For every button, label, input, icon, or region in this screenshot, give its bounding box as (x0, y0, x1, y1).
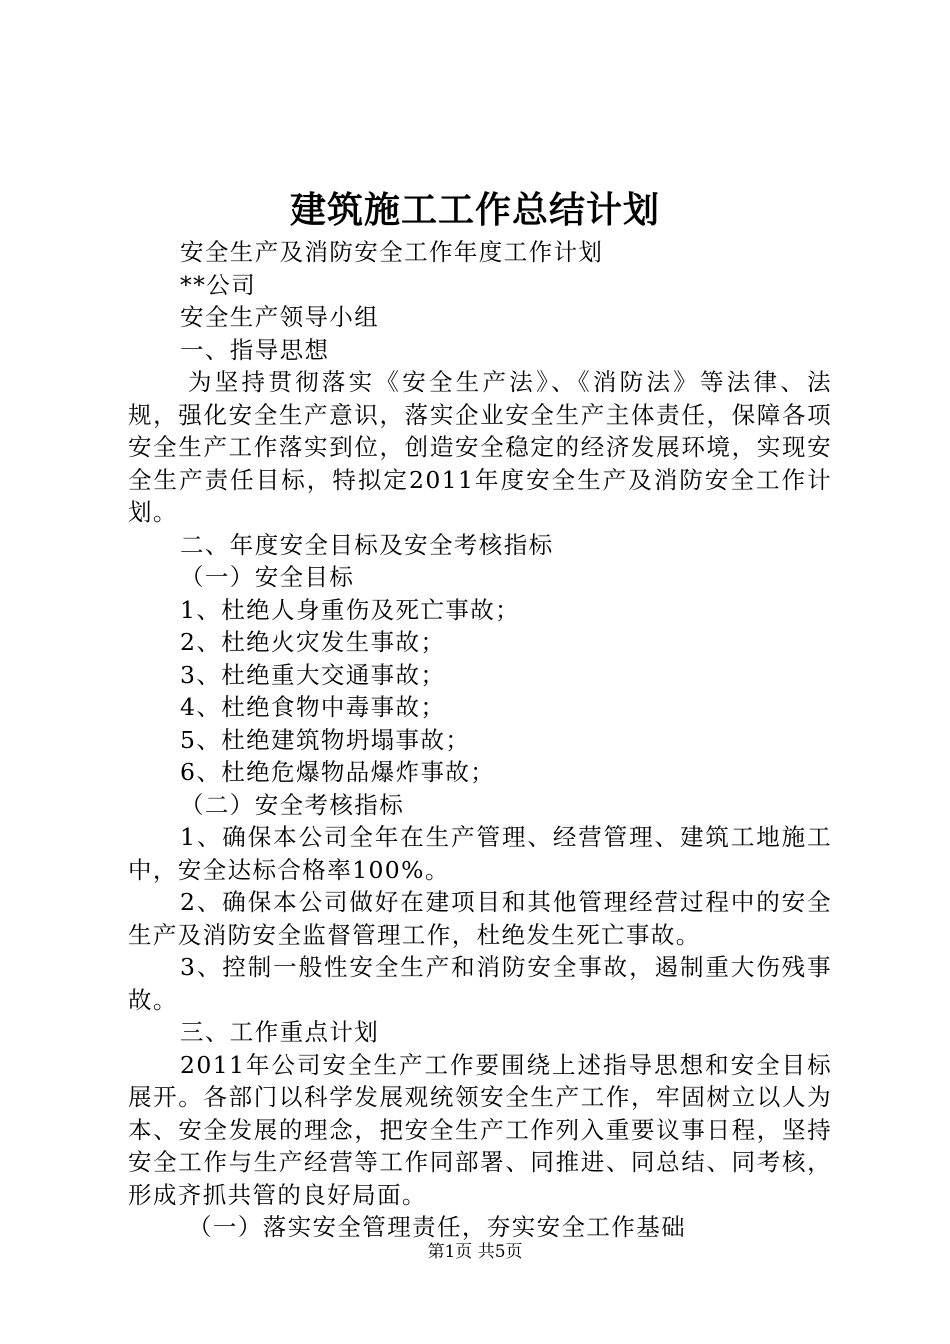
paragraph-group: 安全生产领导小组 (180, 303, 380, 331)
list-item: 2、杜绝火灾发生事故； (180, 628, 446, 656)
list-item: 1、确保本公司全年在生产管理、经营管理、建筑工地施工中，安全达标合格率100%。 (128, 823, 832, 884)
subsection-heading-safety-goals: （一）安全目标 (180, 563, 355, 591)
list-item: 5、杜绝建筑物坍塌事故； (180, 725, 471, 754)
paragraph-company: **公司 (180, 270, 257, 299)
list-item: 3、控制一般性安全生产和消防安全事故，遏制重大伤残事故。 (128, 953, 832, 1014)
list-item: 3、杜绝重大交通事故； (180, 660, 446, 689)
list-item: 1、杜绝人身重伤及死亡事故； (180, 595, 521, 624)
list-item: 4、杜绝食物中毒事故； (180, 693, 446, 721)
page-footer: 第1页 共5页 (427, 1242, 523, 1262)
paragraph-work-plan: 2011年公司安全生产工作要围绕上述指导思想和安全目标展开。各部门以科学发展观统领安全生产工作，牢固树立以人为本、安全发展的理念，把安全生产工作列入重要议事日程，坚持安全工作与生产经营等工作同部署、同推进、同总结、同考核，形成齐抓共管的良好局面。 (128, 1050, 832, 1209)
subsection-heading-responsibility: （一）落实安全管理责任，夯实安全工作基础 (188, 1213, 686, 1241)
paragraph-guiding-thought: 为坚持贯彻落实《安全生产法》、《消防法》等法律、法规，强化安全生产意识，落实企业安全生产主体责任，保障各项安全生产工作落实到位，创造安全稳定的经济发展环境，实现安全生产责任目标，特拟定2011年度安全生产及消防安全工作计划。 (128, 368, 832, 526)
list-item: 6、杜绝危爆物品爆炸事故； (180, 758, 496, 786)
document-body (128, 236, 832, 1244)
section-heading-3: 三、工作重点计划 (180, 1018, 380, 1046)
subsection-heading-assessment: （二）安全考核指标 (180, 790, 405, 819)
section-heading-2: 二、年度安全目标及安全考核指标 (180, 530, 554, 559)
paragraph-subtitle: 安全生产及消防安全工作年度工作计划 (180, 238, 604, 266)
list-item: 2、确保本公司做好在建项目和其他管理经营过程中的安全生产及消防安全监督管理工作，杜绝发生死亡事故。 (128, 888, 832, 949)
section-heading-1: 一、指导思想 (180, 335, 330, 364)
document-title: 建筑施工工作总结计划 (289, 189, 660, 231)
